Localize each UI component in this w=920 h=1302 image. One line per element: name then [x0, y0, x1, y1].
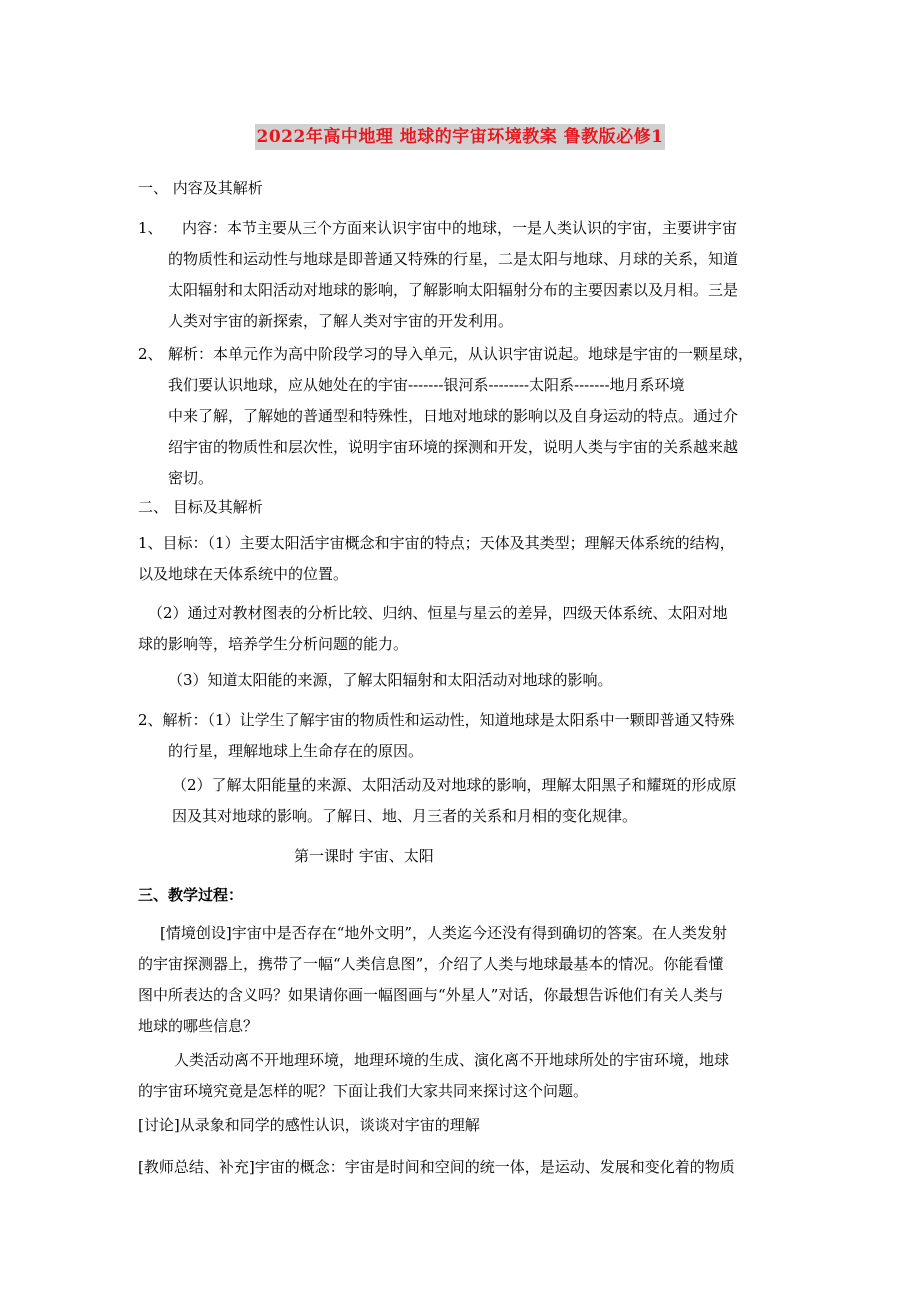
- section1-item1: [168, 213, 738, 337]
- text-line: 人类活动离不开地理环境，地理环境的生成、演化离不开地球所处的宇宙环境，地球: [174, 1051, 730, 1069]
- text-line: 因及其对地球的影响。了解日、地、月三者的关系和月相的变化规律。: [172, 807, 638, 825]
- section3-discussion: [讨论]从录象和同学的感性认识，谈谈对宇宙的理解: [138, 1116, 480, 1134]
- text-line: 的宇宙探测器上，携带了一幅“人类信息图”，介绍了人类与地球最基本的情况。你能看懂: [138, 955, 724, 973]
- text-line: 1、目标：（1）主要太阳活宇宙概念和宇宙的特点；天体及其类型；理解天体系统的结构，: [138, 534, 735, 552]
- section1-heading: 一、 内容及其解析: [138, 179, 263, 197]
- section1-item2: [168, 339, 753, 494]
- analysis2: [172, 770, 737, 832]
- text-line: （2）了解太阳能量的来源、太阳活动及对地球的影响，理解太阳黑子和耀斑的形成原: [172, 776, 737, 794]
- goal2: [138, 598, 728, 660]
- section3-heading: 三、教学过程：: [138, 886, 244, 904]
- text-line: 中来了解，了解她的普通型和特殊性，日地对地球的影响以及自身运动的特点。通过介: [168, 407, 739, 425]
- text-line: 的行星，理解地球上生命存在的原因。: [168, 742, 424, 760]
- analysis1: [138, 705, 735, 767]
- section2-heading: 二、 目标及其解析: [138, 498, 263, 516]
- text-line: （2）通过对教材图表的分析比较、归纳、恒星与星云的差异，四级天体系统、太阳对地: [148, 604, 728, 622]
- text-line: 地球的哪些信息？: [138, 1017, 259, 1035]
- text-line: 以及地球在天体系统中的位置。: [138, 565, 349, 583]
- document-title: 2022年高中地理 地球的宇宙环境教案 鲁教版必修1: [255, 124, 666, 150]
- text-line: 人类对宇宙的新探索，了解人类对宇宙的开发利用。: [168, 312, 514, 330]
- text-line: 绍宇宙的物质性和层次性，说明宇宙环境的探测和开发，说明人类与宇宙的关系越来越: [168, 438, 739, 456]
- text-line: [情境创设]宇宙中是否存在“地外文明”，人类迄今还没有得到确切的答案。在人类发射: [160, 924, 728, 942]
- goal1: [138, 528, 735, 590]
- text-line: 太阳辐射和太阳活动对地球的影响，了解影响太阳辐射分布的主要因素以及月相。三是: [168, 281, 739, 299]
- goal3: （3）知道太阳能的来源，了解太阳辐射和太阳活动对地球的影响。: [168, 671, 613, 689]
- text-line: 2、解析：（1）让学生了解宇宙的物质性和运动性，知道地球是太阳系中一颗即普通又特殊: [138, 711, 735, 729]
- section3-paragraph-environment: [138, 1045, 729, 1107]
- section3-paragraph-scenario: [138, 918, 727, 1042]
- text-line: 的物质性和运动性与地球是即普通又特殊的行星，二是太阳与地球、月球的关系，知道: [168, 250, 739, 268]
- section3-teacher-summary: [教师总结、补充]宇宙的概念：宇宙是时间和空间的统一体，是运动、发展和变化着的物质: [138, 1158, 735, 1176]
- section1-item2-number: 2、: [138, 345, 163, 363]
- section1-item1-number: 1、: [138, 219, 163, 237]
- lesson-title: 第一课时 宇宙、太阳: [294, 847, 434, 865]
- text-line: 内容：本节主要从三个方面来认识宇宙中的地球，一是人类认识的宇宙，主要讲宇宙: [182, 219, 738, 237]
- text-line: 密切。: [168, 469, 214, 487]
- text-line: 图中所表达的含义吗？如果请你画一幅图画与“外星人”对话，你最想告诉他们有关人类与: [138, 986, 724, 1004]
- title-wrap: [0, 124, 920, 150]
- text-line: 解析：本单元作为高中阶段学习的导入单元，从认识宇宙说起。地球是宇宙的一颗星球，: [168, 345, 754, 363]
- text-line: 球的影响等，培养学生分析问题的能力。: [138, 635, 409, 653]
- text-line: 我们要认识地球，应从她处在的宇宙-------银河系--------太阳系-------地月系环境: [168, 376, 685, 394]
- text-line: 的宇宙环境究竟是怎样的呢？下面让我们大家共同来探讨这个问题。: [138, 1082, 589, 1100]
